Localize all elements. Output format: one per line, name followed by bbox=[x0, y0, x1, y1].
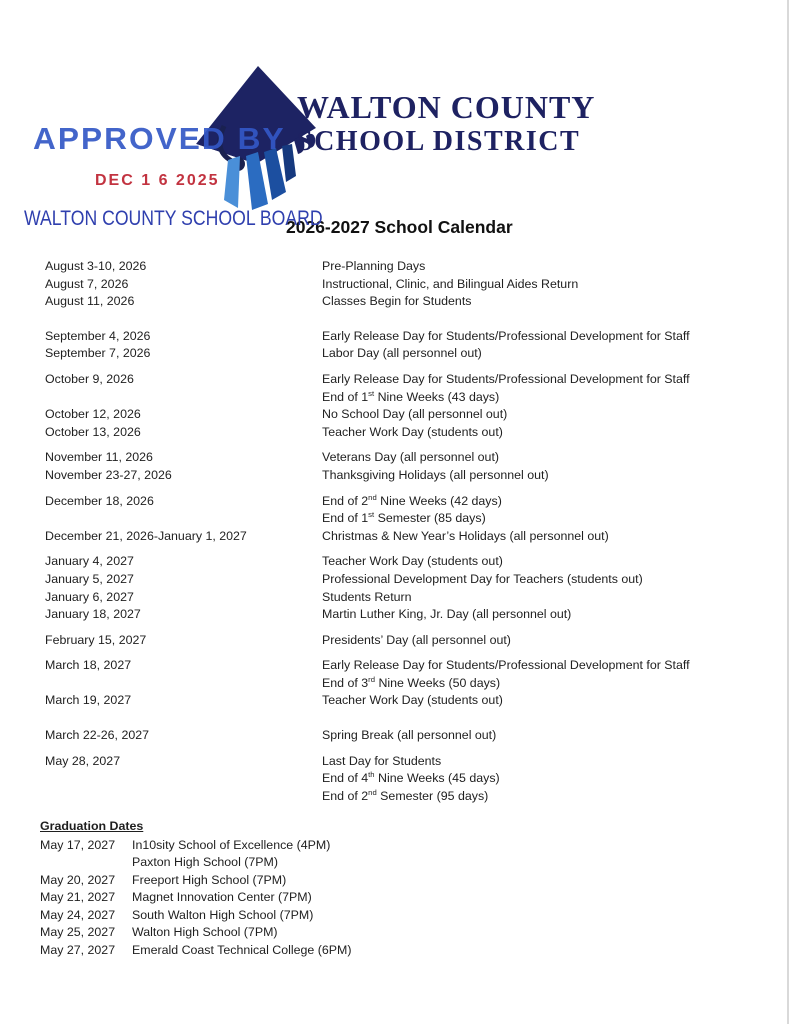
event-descriptions bbox=[322, 328, 766, 346]
event-descriptions bbox=[322, 276, 766, 294]
event-description: Classes Begin for Students bbox=[322, 294, 472, 309]
calendar-group bbox=[45, 493, 766, 546]
graduation-date: May 24, 2027 bbox=[40, 907, 116, 922]
event-date: January 18, 2027 bbox=[45, 607, 141, 622]
event-description: Teacher Work Day (students out) bbox=[322, 693, 503, 708]
graduation-schools bbox=[132, 942, 766, 960]
calendar-groups bbox=[45, 258, 766, 805]
graduation-row bbox=[40, 907, 766, 925]
calendar-group bbox=[45, 371, 766, 441]
event-date: October 9, 2026 bbox=[45, 371, 134, 386]
calendar-row bbox=[45, 553, 766, 571]
graduation-row bbox=[40, 872, 766, 890]
graduation-row bbox=[40, 924, 766, 942]
calendar-row bbox=[45, 449, 766, 467]
calendar-row bbox=[45, 632, 766, 650]
event-description: Professional Development Day for Teachers (students out) bbox=[322, 571, 643, 586]
event-description: End of 1st Nine Weeks (43 days) bbox=[322, 388, 500, 404]
calendar-group bbox=[45, 449, 766, 484]
event-description: Presidents’ Day (all personnel out) bbox=[322, 632, 511, 647]
graduation-rows bbox=[40, 837, 766, 960]
event-date: January 5, 2027 bbox=[45, 571, 134, 586]
graduation-row bbox=[40, 942, 766, 960]
event-descriptions bbox=[322, 293, 766, 311]
event-descriptions bbox=[322, 753, 766, 806]
event-descriptions bbox=[322, 606, 766, 624]
graduation-schools bbox=[132, 889, 766, 907]
event-descriptions bbox=[322, 553, 766, 571]
calendar-row bbox=[45, 345, 766, 363]
event-date: November 11, 2026 bbox=[45, 450, 153, 465]
calendar-group bbox=[45, 328, 766, 363]
event-date: September 4, 2026 bbox=[45, 328, 151, 343]
event-descriptions bbox=[322, 467, 766, 485]
event-date: September 7, 2026 bbox=[45, 346, 151, 361]
event-date: August 11, 2026 bbox=[45, 294, 135, 309]
district-name-line1: WALTON COUNTY bbox=[297, 89, 596, 125]
event-description: End of 4th Nine Weeks (45 days) bbox=[322, 770, 500, 786]
graduation-heading: Graduation Dates bbox=[40, 819, 144, 833]
event-descriptions bbox=[322, 449, 766, 467]
calendar-row bbox=[45, 293, 766, 311]
event-description: End of 2nd Semester (95 days) bbox=[322, 787, 489, 803]
event-description: Teacher Work Day (students out) bbox=[322, 424, 503, 439]
graduation-schools bbox=[132, 872, 766, 890]
calendar-row bbox=[45, 606, 766, 624]
event-description: Pre-Planning Days bbox=[322, 259, 426, 273]
calendar-row bbox=[45, 424, 766, 442]
calendar-row bbox=[45, 493, 766, 528]
calendar-group bbox=[45, 753, 766, 806]
calendar-row bbox=[45, 371, 766, 406]
event-descriptions bbox=[322, 692, 766, 710]
event-description: No School Day (all personnel out) bbox=[322, 407, 508, 422]
event-date: May 28, 2027 bbox=[45, 753, 121, 768]
calendar-group bbox=[45, 727, 766, 745]
calendar-row bbox=[45, 657, 766, 692]
event-date: December 21, 2026-January 1, 2027 bbox=[45, 528, 247, 543]
event-date: January 4, 2027 bbox=[45, 554, 134, 569]
calendar-group bbox=[45, 553, 766, 623]
graduation-date: May 27, 2027 bbox=[40, 942, 116, 957]
event-description: Thanksgiving Holidays (all personnel out) bbox=[322, 467, 549, 482]
district-wordmark bbox=[297, 90, 595, 158]
calendar-title: 2026-2027 School Calendar bbox=[286, 217, 513, 237]
calendar-row bbox=[45, 692, 766, 710]
graduation-school: In10sity School of Excellence (4PM) bbox=[132, 837, 331, 852]
event-description: Last Day for Students bbox=[322, 753, 442, 768]
graduation-school: Emerald Coast Technical College (6PM) bbox=[132, 942, 352, 957]
event-date: January 6, 2027 bbox=[45, 589, 134, 604]
event-description: Early Release Day for Students/Professional Development for Staff bbox=[322, 328, 690, 343]
graduation-school: Walton High School (7PM) bbox=[132, 925, 278, 939]
graduation-schools bbox=[132, 907, 766, 925]
event-description: Veterans Day (all personnel out) bbox=[322, 450, 500, 465]
calendar-group bbox=[45, 657, 766, 710]
event-date: August 7, 2026 bbox=[45, 276, 129, 291]
calendar-group bbox=[45, 258, 766, 311]
event-description: End of 2nd Nine Weeks (42 days) bbox=[322, 492, 502, 508]
graduation-row bbox=[40, 837, 766, 872]
event-description: Spring Break (all personnel out) bbox=[322, 728, 497, 743]
event-date: October 13, 2026 bbox=[45, 424, 141, 439]
event-descriptions bbox=[322, 371, 766, 406]
district-name-line2: SCHOOL DISTRICT bbox=[297, 126, 581, 158]
event-date: October 12, 2026 bbox=[45, 407, 141, 422]
event-descriptions bbox=[322, 727, 766, 745]
calendar-row bbox=[45, 328, 766, 346]
event-description: Christmas & New Year’s Holidays (all personnel out) bbox=[322, 528, 609, 543]
event-descriptions bbox=[322, 632, 766, 650]
calendar-row bbox=[45, 589, 766, 607]
event-date: November 23-27, 2026 bbox=[45, 467, 172, 482]
event-descriptions bbox=[322, 528, 766, 546]
graduation-row bbox=[40, 889, 766, 907]
approval-stamp-date: DEC 1 6 2025 bbox=[95, 172, 220, 189]
graduation-date: May 25, 2027 bbox=[40, 925, 116, 939]
event-date: March 18, 2027 bbox=[45, 658, 132, 673]
event-description: Students Return bbox=[322, 589, 412, 604]
graduation-school: Paxton High School (7PM) bbox=[132, 855, 279, 869]
event-description: End of 1st Semester (85 days) bbox=[322, 510, 486, 526]
calendar-row bbox=[45, 753, 766, 806]
graduation-date: May 20, 2027 bbox=[40, 872, 116, 887]
calendar-row bbox=[45, 406, 766, 424]
calendar-row bbox=[45, 276, 766, 294]
event-description: Early Release Day for Students/Professional Development for Staff bbox=[322, 371, 690, 386]
scan-edge-artifact bbox=[787, 0, 789, 1024]
event-description: Labor Day (all personnel out) bbox=[322, 346, 482, 361]
graduation-date: May 21, 2027 bbox=[40, 890, 116, 904]
event-descriptions bbox=[322, 424, 766, 442]
graduation-section bbox=[40, 818, 766, 959]
calendar-group bbox=[45, 632, 766, 650]
event-date: March 19, 2027 bbox=[45, 693, 132, 708]
event-date: December 18, 2026 bbox=[45, 493, 154, 508]
event-descriptions bbox=[322, 345, 766, 363]
event-descriptions bbox=[322, 571, 766, 589]
graduation-schools bbox=[132, 837, 766, 872]
event-descriptions bbox=[322, 493, 766, 528]
calendar-row bbox=[45, 258, 766, 276]
event-date: February 15, 2027 bbox=[45, 632, 147, 647]
event-description: Instructional, Clinic, and Bilingual Aides Return bbox=[322, 276, 579, 291]
graduation-schools bbox=[132, 924, 766, 942]
event-description: Early Release Day for Students/Professional Development for Staff bbox=[322, 658, 690, 673]
event-description: End of 3rd Nine Weeks (50 days) bbox=[322, 674, 501, 690]
calendar-row bbox=[45, 467, 766, 485]
w-stroke-1 bbox=[224, 156, 240, 208]
calendar-row bbox=[45, 727, 766, 745]
approval-stamp-board: WALTON COUNTY SCHOOL BOARD bbox=[24, 207, 323, 230]
event-description: Martin Luther King, Jr. Day (all personnel out) bbox=[322, 607, 572, 622]
approval-stamp-text: APPROVED BY bbox=[33, 121, 286, 156]
calendar-row bbox=[45, 571, 766, 589]
document-header bbox=[0, 0, 791, 256]
graduation-school: Freeport High School (7PM) bbox=[132, 872, 287, 887]
graduation-school: Magnet Innovation Center (7PM) bbox=[132, 890, 312, 904]
event-descriptions bbox=[322, 258, 766, 276]
event-descriptions bbox=[322, 406, 766, 424]
graduation-date: May 17, 2027 bbox=[40, 837, 116, 852]
event-date: August 3-10, 2026 bbox=[45, 259, 147, 273]
event-description: Teacher Work Day (students out) bbox=[322, 554, 503, 569]
event-descriptions bbox=[322, 657, 766, 692]
event-descriptions bbox=[322, 589, 766, 607]
calendar-row bbox=[45, 528, 766, 546]
graduation-school: South Walton High School (7PM) bbox=[132, 907, 314, 922]
event-date: March 22-26, 2027 bbox=[45, 728, 150, 743]
